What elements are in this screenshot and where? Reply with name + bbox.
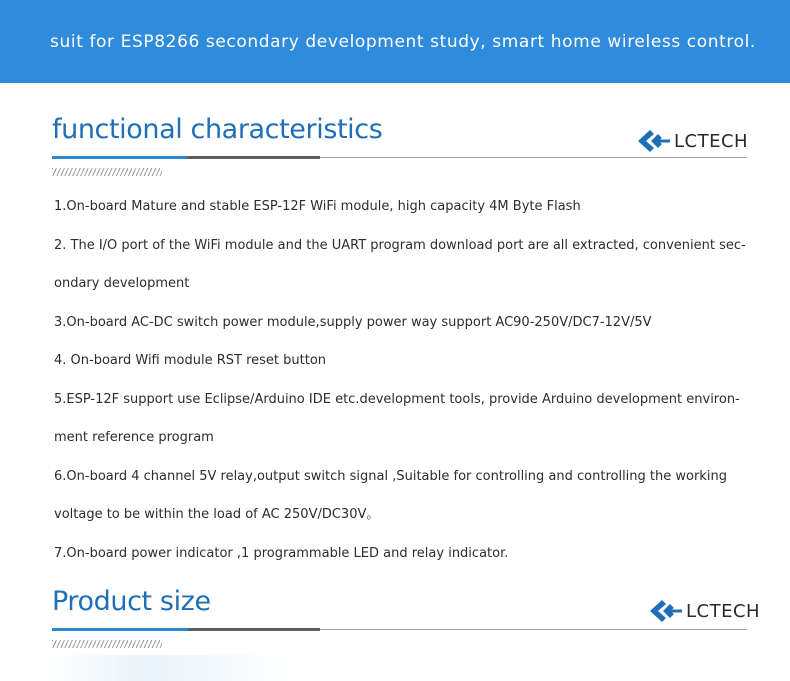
header-accent-gray — [188, 628, 320, 631]
brand-logo — [648, 598, 760, 624]
brand-logo — [636, 128, 748, 154]
section-title: functional characteristics — [52, 114, 383, 145]
feature-line: voltage to be within the load of AC 250V/DC30V。 — [54, 507, 380, 522]
product-size-header — [52, 586, 752, 630]
lctech-logo-icon — [648, 598, 684, 624]
header-accent-blue — [52, 628, 188, 631]
top-banner — [0, 0, 790, 83]
feature-line: 1.On-board Mature and stable ESP-12F WiFi module, high capacity 4M Byte Flash — [54, 199, 581, 214]
feature-line: 3.On-board AC-DC switch power module,supply power way support AC90-250V/DC7-12V/5V — [54, 314, 652, 330]
feature-line: 2. The I/O port of the WiFi module and the UART program download port are all extracted, convenient sec- — [54, 237, 746, 253]
lctech-logo-icon — [636, 128, 672, 154]
banner-text: suit for ESP8266 secondary development study, smart home wireless control. — [50, 31, 756, 52]
feature-line: 6.On-board 4 channel 5V relay,output switch signal ,Suitable for controlling and controlling the working — [54, 468, 727, 484]
section-hatch — [52, 168, 162, 176]
section-title: Product size — [52, 586, 211, 617]
section-hatch — [52, 640, 162, 648]
brand-name: LCTECH — [674, 130, 749, 152]
header-accent-gray — [187, 156, 320, 159]
product-image-edge — [40, 655, 300, 681]
header-accent-blue — [52, 156, 187, 159]
feature-line: ment reference program — [54, 430, 214, 445]
brand-name: LCTECH — [686, 600, 761, 622]
feature-list — [54, 188, 744, 573]
feature-line: 5.ESP-12F support use Eclipse/Arduino IDE etc.development tools, provide Arduino development environ- — [54, 391, 740, 407]
feature-line: 4. On-board Wifi module RST reset button — [54, 353, 327, 368]
feature-line: 7.On-board power indicator ,1 programmable LED and relay indicator. — [54, 545, 509, 561]
feature-line: ondary development — [54, 276, 190, 291]
